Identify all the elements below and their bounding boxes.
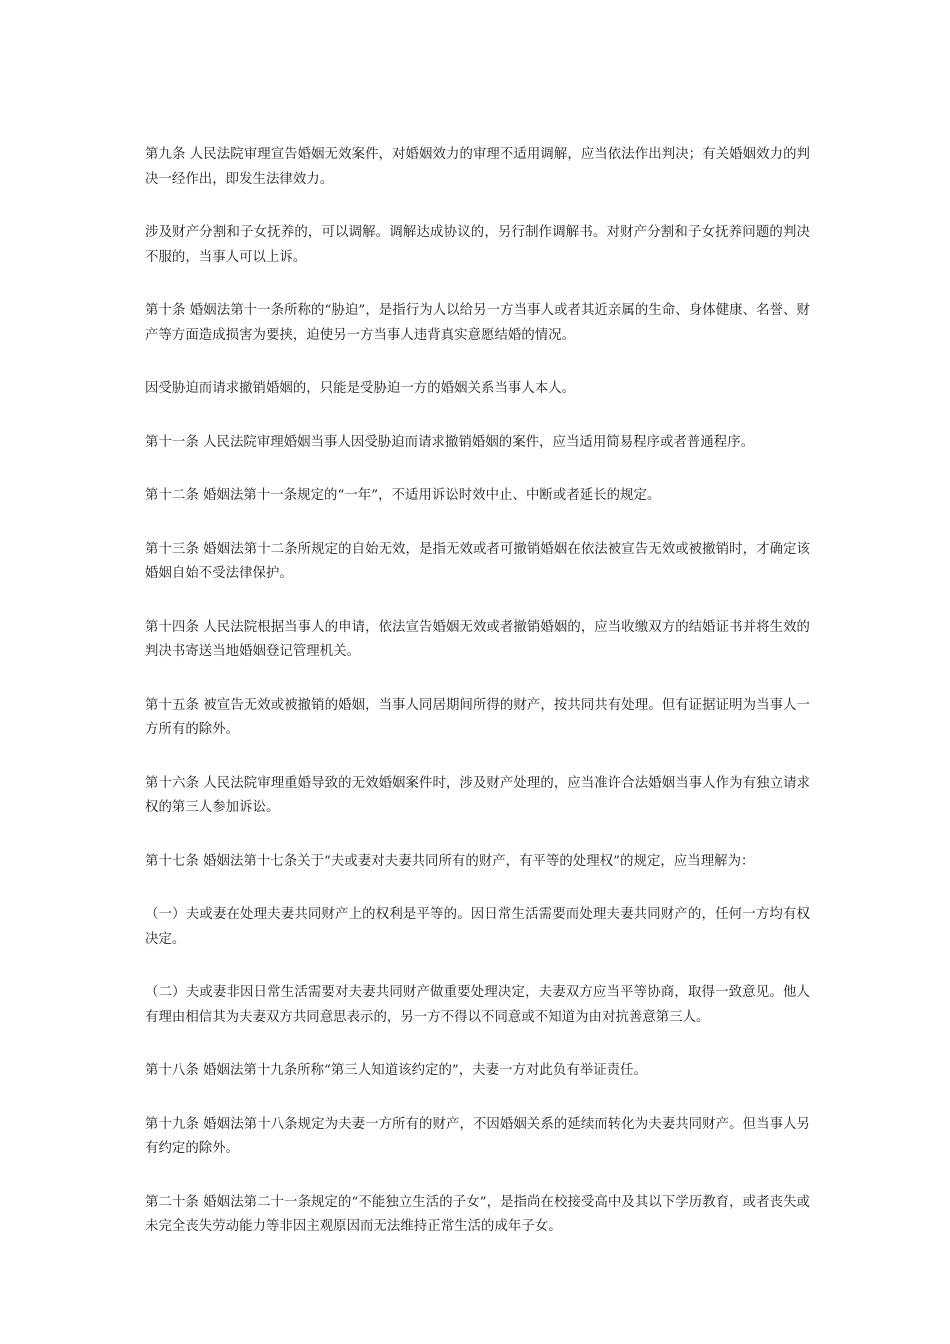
paragraph-article-17: 第十七条 婚姻法第十七条关于“夫或妻对夫妻共同所有的财产，有平等的处理权”的规定，应当理解为： bbox=[145, 853, 755, 869]
paragraph-article-9-cont: 涉及财产分割和子女抚养的，可以调解。调解达成协议的，另行制作调解书。对财产分割和子女抚养问题的判决不服的，当事人可以上诉。 bbox=[145, 225, 810, 265]
document-body bbox=[145, 143, 810, 1269]
paragraph-article-20: 第二十条 婚姻法第二十一条规定的“不能独立生活的子女”，是指尚在校接受高中及其以下学历教育，或者丧失或未完全丧失劳动能力等非因主观原因而无法维持正常生活的成年子女。 bbox=[145, 1194, 810, 1234]
paragraph-article-14: 第十四条 人民法院根据当事人的申请，依法宣告婚姻无效或者撤销婚姻的，应当收缴双方的结婚证书并将生效的判决书寄送当地婚姻登记管理机关。 bbox=[145, 619, 810, 659]
paragraph-article-13: 第十三条 婚姻法第十二条所规定的自始无效，是指无效或者可撤销婚姻在依法被宣告无效或被撤销时，才确定该婚姻自始不受法律保护。 bbox=[145, 541, 810, 581]
paragraph-article-17-item-2: （二）夫或妻非因日常生活需要对夫妻共同财产做重要处理决定，夫妻双方应当平等协商，取得一致意见。他人有理由相信其为夫妻双方共同意思表示的，另一方不得以不同意或不知道为由对抗善意第三人。 bbox=[145, 985, 810, 1025]
paragraph-article-9: 第九条 人民法院审理宣告婚姻无效案件，对婚姻效力的审理不适用调解，应当依法作出判决；有关婚姻效力的判决一经作出，即发生法律效力。 bbox=[145, 147, 810, 187]
paragraph-article-18: 第十八条 婚姻法第十九条所称“第三人知道该约定的”，夫妻一方对此负有举证责任。 bbox=[145, 1063, 647, 1078]
paragraph-article-17-item-1: （一）夫或妻在处理夫妻共同财产上的权利是平等的。因日常生活需要而处理夫妻共同财产的，任何一方均有权决定。 bbox=[145, 907, 810, 947]
paragraph-article-10: 第十条 婚姻法第十一条所称的“胁迫”，是指行为人以给另一方当事人或者其近亲属的生命、身体健康、名誉、财产等方面造成损害为要挟，迫使另一方当事人违背真实意愿结婚的情况。 bbox=[145, 303, 810, 343]
paragraph-article-11: 第十一条 人民法院审理婚姻当事人因受胁迫而请求撤销婚姻的案件，应当适用简易程序或者普通程序。 bbox=[145, 434, 755, 450]
paragraph-article-19: 第十九条 婚姻法第十八条规定为夫妻一方所有的财产，不因婚姻关系的延续而转化为夫妻共同财产。但当事人另有约定的除外。 bbox=[145, 1116, 810, 1156]
paragraph-article-12: 第十二条 婚姻法第十一条规定的“一年”，不适用诉讼时效中止、中断或者延长的规定。 bbox=[145, 488, 661, 503]
paragraph-article-15: 第十五条 被宣告无效或被撤销的婚姻，当事人同居期间所得的财产，按共同共有处理。但有证据证明为当事人一方所有的除外。 bbox=[145, 697, 810, 737]
paragraph-article-10-cont: 因受胁迫而请求撤销婚姻的，只能是受胁迫一方的婚姻关系当事人本人。 bbox=[145, 381, 576, 396]
paragraph-article-16: 第十六条 人民法院审理重婚导致的无效婚姻案件时，涉及财产处理的，应当准许合法婚姻当事人作为有独立请求权的第三人参加诉讼。 bbox=[145, 775, 810, 815]
